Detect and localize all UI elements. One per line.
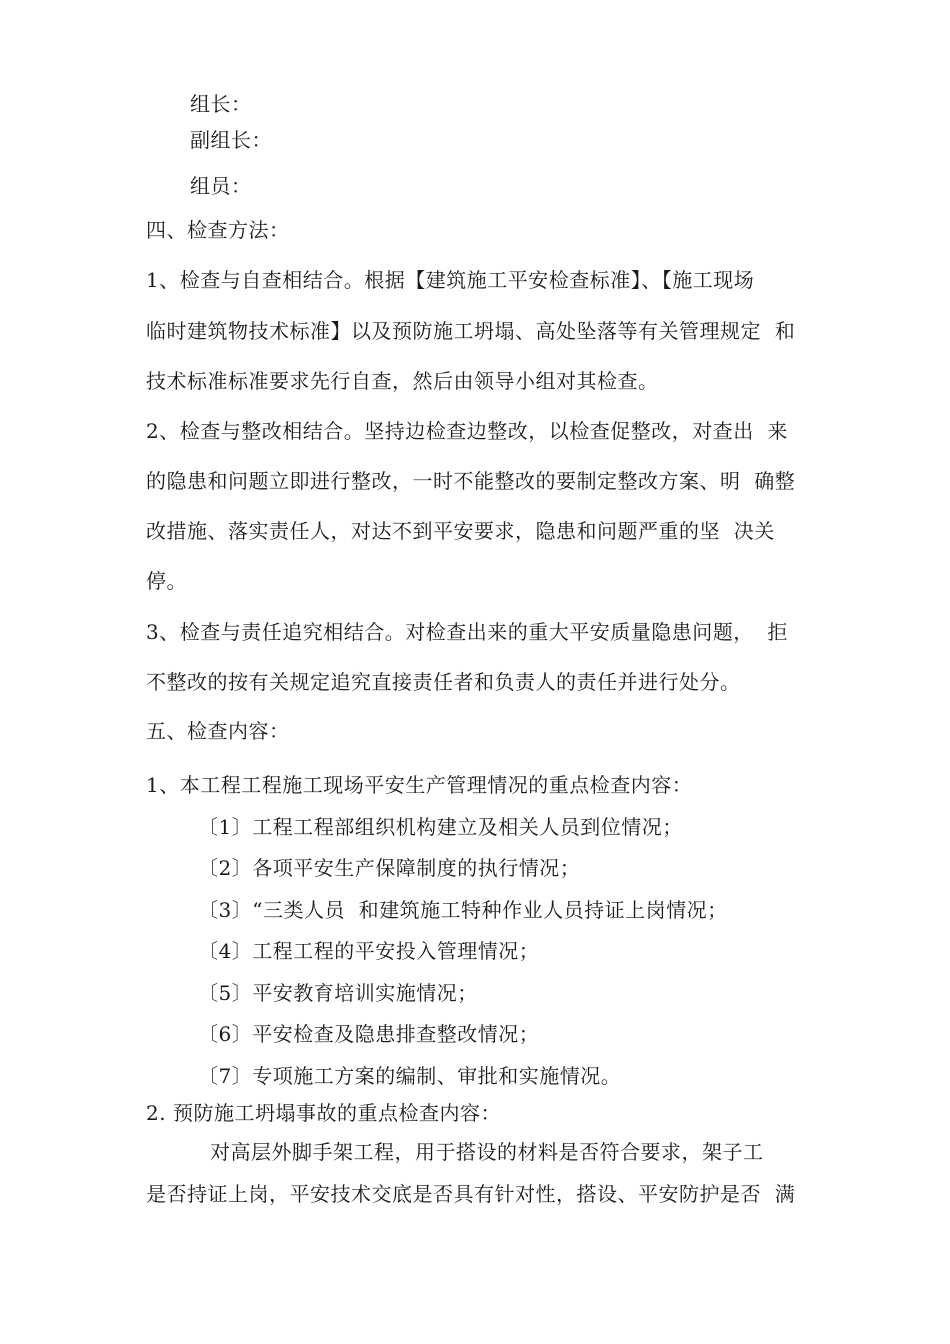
content-item-2: 2. 预防施工坍塌事故的重点检查内容： bbox=[146, 1101, 501, 1125]
section-heading-4: 四、检查方法： bbox=[146, 218, 290, 242]
paragraph-3-line-2: 不整改的按有关规定追究直接责任者和负责人的责任并进行处分。 bbox=[146, 670, 741, 694]
list-item: 〔5〕平安教育培训实施情况； bbox=[198, 981, 478, 1005]
paragraph-1-line-1: 1、检查与自查相结合。根据【建筑施工平安检查标准】、【施工现场 bbox=[146, 268, 755, 292]
paragraph-4-line-1: 对高层外脚手架工程，用于搭设的材料是否符合要求，架子工 bbox=[210, 1140, 764, 1164]
list-item: 〔3〕“三类人员 和建筑施工特种作业人员持证上岗情况； bbox=[198, 898, 728, 922]
paragraph-2-line-3: 改措施、落实责任人，对达不到平安要求，隐患和问题严重的坚 决关 bbox=[146, 519, 775, 543]
paragraph-4-line-2: 是否持证上岗，平安技术交底是否具有针对性，搭设、平安防护是否 满 bbox=[146, 1182, 796, 1206]
paragraph-3-line-1: 3、检查与责任追究相结合。对检查出来的重大平安质量隐患问题， 拒 bbox=[146, 620, 788, 644]
deputy-leader-line: 副组长： bbox=[190, 128, 272, 152]
paragraph-1-line-2: 临时建筑物技术标准】以及预防施工坍塌、高处坠落等有关管理规定 和 bbox=[146, 319, 796, 343]
content-item-1: 1、本工程工程施工现场平安生产管理情况的重点检查内容： bbox=[146, 773, 693, 797]
list-item: 〔2〕各项平安生产保障制度的执行情况； bbox=[198, 856, 581, 880]
list-item: 〔1〕工程工程部组织机构建立及相关人员到位情况； bbox=[198, 815, 683, 839]
list-item: 〔4〕工程工程的平安投入管理情况； bbox=[198, 939, 540, 963]
team-leader-line: 组长： bbox=[190, 92, 252, 116]
list-item: 〔6〕平安检查及隐患排查整改情况； bbox=[198, 1022, 540, 1046]
section-heading-5: 五、检查内容： bbox=[146, 719, 290, 743]
paragraph-2-line-4: 停。 bbox=[146, 569, 187, 593]
paragraph-2-line-2: 的隐患和问题立即进行整改，一时不能整改的要制定整改方案、明 确整 bbox=[146, 469, 796, 493]
paragraph-1-line-3: 技术标准标准要求先行自查，然后由领导小组对其检查。 bbox=[146, 369, 659, 393]
paragraph-2-line-1: 2、检查与整改相结合。坚持边检查边整改，以检查促整改，对查出 来 bbox=[146, 419, 788, 443]
members-line: 组员： bbox=[190, 174, 252, 198]
list-item: 〔7〕专项施工方案的编制、审批和实施情况。 bbox=[198, 1064, 622, 1088]
